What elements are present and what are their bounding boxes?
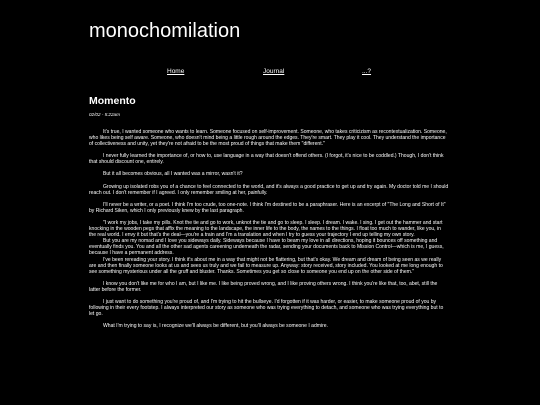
main-nav bbox=[0, 67, 540, 79]
site-title: monochomilation bbox=[89, 20, 241, 42]
quote-paragraph: "I work my jobs, I take my pills. Knot the tie and go to work, unknot the tie and go to sleep. I sleep. I dream. I wake. I sing. I get out the hammer and start knocking in the wooden pegs that affix the meaning to the landscape, the inner life to the body, the names to the things. I float too much to wander, like you, in the real world. I envy it but that's the deal—you're a train and I'm a translation and when I try to guess your trajectory I end up telling my own story. bbox=[89, 219, 443, 239]
post-paragraph: I never fully learned the importance of, or how to, use language in a way that doesn't offend others. (I forgot, it's nice to be coddled.) Though, I don't think that should discount one, entirely. bbox=[89, 153, 444, 166]
nav-link-journal[interactable]: Journal bbox=[263, 68, 285, 75]
post-paragraph: Growing up isolated robs you of a chance to feel connected to the world, and it's always a good practice to get up and try again. My doctor told me I should reach out. I don't remember if I agreed. I only remember smiling at her, painfully. bbox=[89, 183, 449, 196]
nav-link-more[interactable]: ...? bbox=[362, 68, 372, 75]
quote-paragraph: I've been rereading your story. I think it's about me in a way that might not be flattering, but that's okay. We dream and dream of being seen as we really are and then finally someone looks at us and sees us truly and we fail to measure up. Anyway: story received, story included. You looked at me long enough to see something mysterious under all the gruff and bluster. Thanks. Sometimes you get so close to someone you end up on the other side of them." bbox=[89, 256, 443, 275]
post-paragraph: What I'm trying to say is, I recognize we'll always be different, but you'll always be someone I admire. bbox=[103, 323, 328, 330]
journal-post bbox=[89, 95, 449, 335]
quote-paragraph: But you are my nomad and I love you sideways daily. Sideways because I have to beam my love in all directions, hoping it bounces off something and eventually finds you. You and all the other sad agents careening underneath the radar, sending your documents back to Mission Control—which is me, I guess, because I have a permanent address. bbox=[89, 238, 444, 257]
post-body bbox=[89, 129, 449, 329]
post-paragraph: But it all becomes obvious, all I wanted was a mirror, wasn't it? bbox=[103, 171, 243, 178]
post-paragraph: I just want to do something you're proud of, and I'm trying to hit the bullseye. I'd forgotten if it was harder, or easier, to make someone proud of you by following in their every footstep. I always interpreted our story as someone who was trying everything to detach, and someone who was trying everything but to let go. bbox=[89, 298, 444, 318]
nav-link-home[interactable]: Home bbox=[167, 68, 185, 75]
post-paragraph: I'll never be a writer, or a poet. I think I'm too crude, too one-note. I think I'm destined to be a paraphraser. Here is an excerpt of "The Long and Short of It" by Richard Siken, which I only previously knew by the last paragraph. bbox=[89, 201, 446, 214]
post-date: 02/02 - 5:22am bbox=[89, 112, 120, 117]
post-paragraph: I know you don't like me for who I am, but I like me. I like being proved wrong, and I like proving others wrong. I think you're like that, too, abet, still the latter before the former. bbox=[89, 280, 438, 293]
post-title: Momento bbox=[89, 95, 136, 107]
post-paragraph: It's true, I wanted someone who wants to learn. Someone focused on self-improvement. Someone, who takes criticizism as recontextualization. Someone, who likes being self aware. Someone, who doesn't mind being a little rough around the edges. They're smart. They play it cool. They understand the importance of collectiveness and unity, yet they're not afraid to be the most proud of things that make them "different." bbox=[89, 129, 447, 148]
